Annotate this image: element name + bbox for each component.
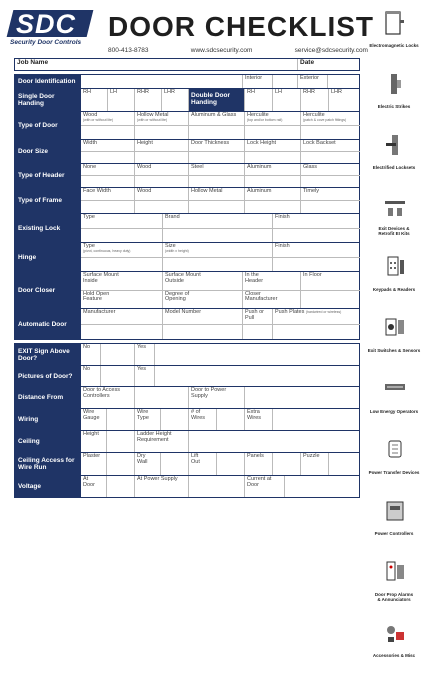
door-id-field[interactable]	[81, 75, 243, 88]
sidebar-item-exit-switches[interactable]: Exit Switches & Sensors	[365, 311, 423, 372]
sdc-logo	[10, 8, 92, 52]
ceiling-row	[14, 431, 360, 453]
lock-finish[interactable]: Finish	[273, 214, 360, 228]
hollow-metal-option[interactable]: Hollow Metal (with or without lite)	[135, 112, 189, 125]
herculite-patch-option[interactable]: Herculite (patch & cove patch fittings)	[301, 112, 360, 125]
page-header	[8, 8, 374, 58]
frame-timely[interactable]: Timely	[301, 188, 360, 200]
pictures-row	[14, 366, 360, 387]
checklist-form	[14, 58, 360, 498]
door-size-row	[14, 140, 360, 164]
transfer-icon	[384, 437, 406, 463]
type-of-frame-label: Type of Frame	[15, 188, 81, 213]
page-title: DOOR CHECKLIST	[108, 11, 374, 42]
pictures-no[interactable]: No	[81, 366, 101, 386]
door-to-power[interactable]: Door to Power Supply	[189, 387, 245, 408]
push-plates[interactable]: Push Plates (hardwired or wireless)	[273, 309, 360, 324]
herculite-rail-option[interactable]: Herculite (top and/or bottom rail)	[245, 112, 301, 125]
num-wires[interactable]: # of Wires	[189, 409, 217, 430]
sidebar-item-operators[interactable]: Low Energy Operators	[365, 372, 423, 433]
phone: 800-413-8783	[108, 47, 149, 54]
exterior-box[interactable]	[328, 75, 360, 88]
wiring-row	[14, 409, 360, 431]
face-width[interactable]: Face Width	[81, 188, 135, 200]
sidebar-item-power-transfer[interactable]: Power Transfer Devices	[365, 433, 423, 494]
aluminum-glass-option[interactable]: Aluminum & Glass	[189, 112, 245, 125]
alarm-icon	[384, 559, 406, 585]
surface-mount-outside[interactable]: Surface Mount Outside	[163, 272, 243, 290]
logo-subtitle: Security Door Controls	[10, 39, 82, 46]
door-closer-row	[14, 272, 360, 309]
exit-sign-row	[14, 343, 360, 366]
surface-mount-inside[interactable]: Surface Mount Inside	[81, 272, 163, 290]
sidebar-item-keypads[interactable]: Keypads & Readers	[365, 250, 423, 311]
job-row	[14, 58, 360, 71]
lock-height-field[interactable]: Lock Height	[245, 140, 301, 151]
sidebar-item-prop-alarms[interactable]: Door Prop Alarms & Annunciators	[365, 555, 423, 616]
automatic-door-row	[14, 309, 360, 340]
logo-text: SDC	[16, 9, 77, 39]
lock-brand[interactable]: Brand	[163, 214, 273, 228]
door-closer-label: Door Closer	[15, 272, 81, 308]
exit-sign-no[interactable]: No	[81, 344, 101, 365]
contact-info	[108, 47, 368, 54]
single-lh[interactable]: LH	[108, 89, 135, 111]
switch-icon	[384, 315, 406, 341]
in-floor[interactable]: In Floor	[301, 272, 360, 290]
drywall-option[interactable]: Dry Wall	[135, 453, 161, 475]
voltage-at-power[interactable]: At Power Supply	[135, 476, 189, 497]
double-lhr[interactable]: LHR	[329, 89, 360, 111]
frame-wood[interactable]: Wood	[135, 188, 189, 200]
door-identification-label: Door Identification	[15, 75, 81, 88]
in-header[interactable]: In the Header	[243, 272, 301, 290]
exterior-option[interactable]: Exterior	[298, 75, 328, 88]
hold-open-feature[interactable]: Hold Open Feature	[81, 291, 163, 309]
header-row	[14, 164, 360, 188]
header-none[interactable]: None	[81, 164, 135, 175]
type-of-door-row	[14, 112, 360, 140]
hinge-finish[interactable]: Finish	[273, 243, 360, 257]
sidebar-item-strikes[interactable]: Electric Strikes	[365, 67, 423, 128]
distance-label: Distance From	[15, 387, 81, 408]
wire-gauge[interactable]: Wire Gauge	[81, 409, 107, 430]
job-name-field[interactable]: Job Name	[15, 59, 298, 70]
degree-of-opening[interactable]: Degree of Opening	[163, 291, 243, 309]
date-field[interactable]: Date	[298, 59, 360, 70]
lift-out-option[interactable]: Lift Out	[189, 453, 217, 475]
handing-row	[14, 89, 360, 112]
header-steel[interactable]: Steel	[189, 164, 245, 175]
voltage-label: Voltage	[15, 476, 81, 497]
header-glass[interactable]: Glass	[301, 164, 360, 175]
height-field[interactable]: Height	[135, 140, 189, 151]
keypad-icon	[384, 254, 406, 280]
door-to-controllers[interactable]: Door to Access Controllers	[81, 387, 135, 408]
strike-icon	[384, 71, 406, 97]
single-lhr[interactable]: LHR	[162, 89, 189, 111]
plaster-option[interactable]: Plaster	[81, 453, 107, 475]
pictures-yes[interactable]: Yes	[135, 366, 155, 386]
model-number[interactable]: Model Number	[163, 309, 243, 324]
sidebar-item-mag-locks[interactable]: Electromagnetic Locks	[365, 6, 423, 67]
voltage-row	[14, 476, 360, 498]
exit-sign-yes[interactable]: Yes	[135, 344, 155, 365]
current-at-door[interactable]: Current at Door	[245, 476, 285, 497]
wood-option[interactable]: Wood (with or without lite)	[81, 112, 135, 125]
wiring-label: Wiring	[15, 409, 81, 430]
lock-backset-field[interactable]: Lock Backset	[301, 140, 360, 151]
hinge-label: Hinge	[15, 243, 81, 271]
sidebar-item-power-controllers[interactable]: Power Controllers	[365, 494, 423, 555]
sidebar-item-accessories[interactable]: Accessories & Misc	[365, 616, 423, 677]
existing-lock-label: Existing Lock	[15, 214, 81, 242]
lockset-icon	[384, 132, 406, 158]
frame-row	[14, 188, 360, 214]
website[interactable]: www.sdcsecurity.com	[190, 47, 253, 54]
voltage-at-door[interactable]: At Door	[81, 476, 107, 497]
double-rhr[interactable]: RHR	[301, 89, 329, 111]
sidebar-item-exit-devices[interactable]: Exit Devices & Retrofit EI Kits	[365, 189, 423, 250]
interior-box[interactable]	[273, 75, 298, 88]
hinge-type[interactable]: Type (pivot, continuous, heavy duty)	[81, 243, 163, 257]
width-field[interactable]: Width	[81, 140, 135, 151]
sidebar-item-locksets[interactable]: Electrified Locksets	[365, 128, 423, 189]
door-size-label: Door Size	[15, 140, 81, 163]
single-rhr[interactable]: RHR	[135, 89, 162, 111]
existing-lock-row	[14, 214, 360, 243]
header-wood[interactable]: Wood	[135, 164, 189, 175]
ceiling-access-row	[14, 453, 360, 476]
type-of-header-label: Type of Header	[15, 164, 81, 187]
door-identification-row	[14, 74, 360, 89]
operator-icon	[384, 376, 406, 402]
product-sidebar	[365, 6, 423, 677]
closer-manufacturer[interactable]: Closer Manufacturer	[243, 291, 301, 309]
double-rh[interactable]: RH	[245, 89, 273, 111]
wire-type[interactable]: Wire Type	[135, 409, 161, 430]
push-or-pull[interactable]: Push or Pull	[243, 309, 273, 324]
type-of-door-label: Type of Door	[15, 112, 81, 139]
email[interactable]: service@sdcsecurity.com	[294, 47, 368, 54]
auto-manufacturer[interactable]: Manufacturer	[81, 309, 163, 324]
lock-type[interactable]: Type	[81, 214, 163, 228]
controller-icon	[384, 498, 406, 524]
double-handing-label: Double Door Handing	[189, 89, 245, 111]
single-rh[interactable]: RH	[81, 89, 108, 111]
ceiling-height[interactable]: Height	[81, 431, 107, 452]
frame-hollow-metal[interactable]: Hollow Metal	[189, 188, 245, 200]
distance-row	[14, 387, 360, 409]
pictures-label: Pictures of Door?	[15, 366, 81, 386]
thickness-field[interactable]: Door Thickness	[189, 140, 245, 151]
frame-aluminum[interactable]: Aluminum	[245, 188, 301, 200]
ladder-height[interactable]: Ladder Height Requirement	[135, 431, 189, 452]
door-diagram-icon	[384, 10, 406, 36]
ceiling-access-label: Ceiling Access for Wire Run	[15, 453, 81, 475]
double-lh[interactable]: LH	[273, 89, 301, 111]
header-aluminum[interactable]: Aluminum	[245, 164, 301, 175]
automatic-door-label: Automatic Door	[15, 309, 81, 339]
exit-sign-label: EXIT Sign Above Door?	[15, 344, 81, 365]
hinge-size[interactable]: Size (width x height)	[163, 243, 273, 257]
panels-option[interactable]: Panels	[245, 453, 273, 475]
accessories-icon	[384, 620, 406, 646]
ceiling-label: Ceiling	[15, 431, 81, 452]
puzzle-option[interactable]: Puzzle	[301, 453, 329, 475]
single-handing-label: Single Door Handing	[15, 89, 81, 111]
exit-device-icon	[384, 193, 406, 219]
hinge-row	[14, 243, 360, 272]
interior-option[interactable]: Interior	[243, 75, 273, 88]
extra-wires[interactable]: Extra Wires	[245, 409, 273, 430]
